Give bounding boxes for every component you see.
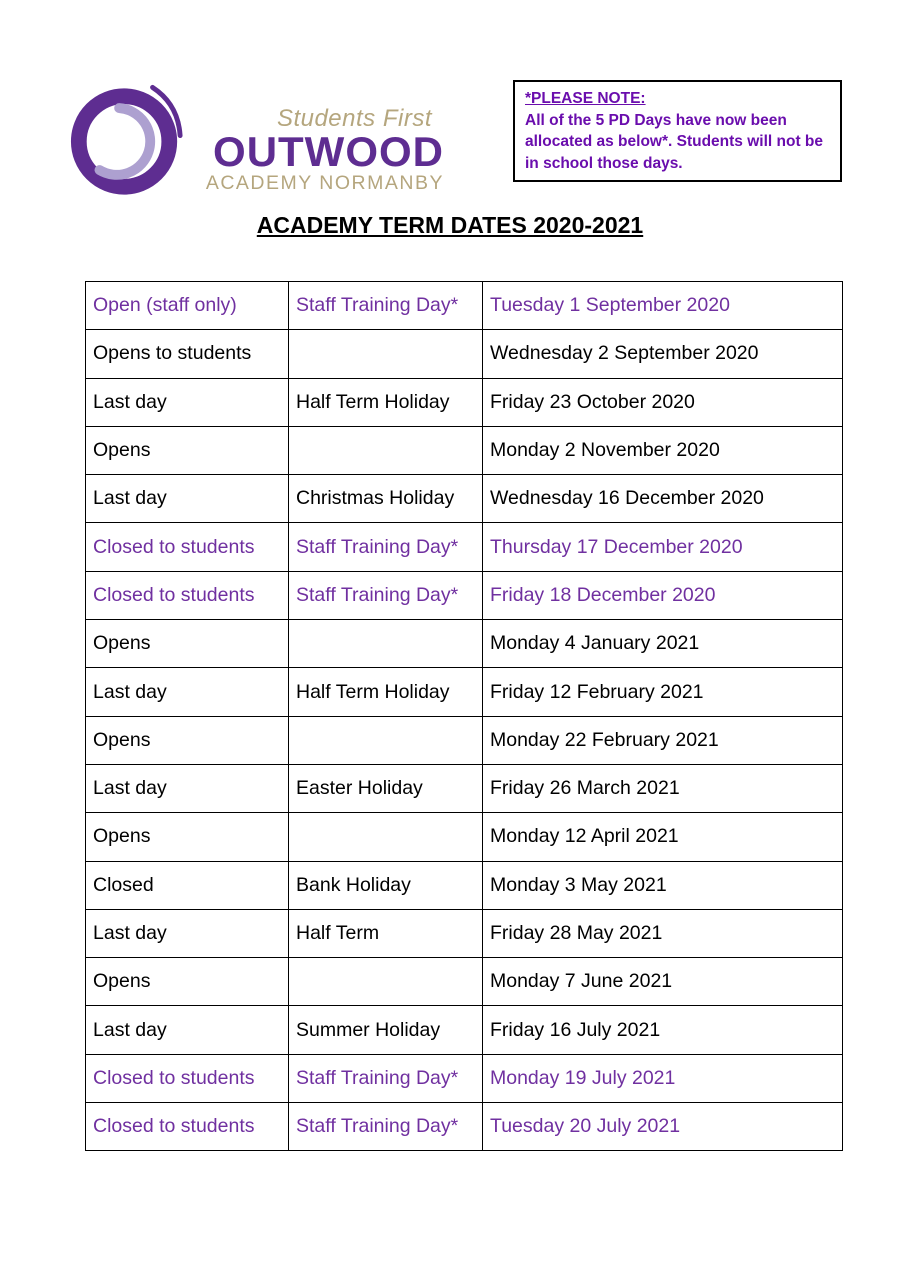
table-row <box>86 378 843 426</box>
table-row <box>86 716 843 764</box>
table-row <box>86 909 843 957</box>
cell-status: Open (staff only) <box>86 282 289 330</box>
cell-event <box>289 620 483 668</box>
cell-date: Wednesday 16 December 2020 <box>483 475 843 523</box>
swirl-logo-icon <box>68 84 186 197</box>
cell-status: Opens <box>86 958 289 1006</box>
logo-subtitle: ACADEMY NORMANBY <box>205 172 444 194</box>
cell-date: Monday 2 November 2020 <box>483 426 843 474</box>
cell-event <box>289 330 483 378</box>
cell-event: Summer Holiday <box>289 1006 483 1054</box>
table-row <box>86 282 843 330</box>
cell-date: Wednesday 2 September 2020 <box>483 330 843 378</box>
cell-status: Closed to students <box>86 523 289 571</box>
table-row <box>86 813 843 861</box>
note-body: All of the 5 PD Days have now been allocated as below*. Students will not be in school those days. <box>525 111 823 172</box>
logo-name: OUTWOOD <box>213 128 444 175</box>
cell-date: Friday 28 May 2021 <box>483 909 843 957</box>
cell-event: Staff Training Day* <box>289 282 483 330</box>
table-row <box>86 475 843 523</box>
cell-status: Last day <box>86 668 289 716</box>
cell-event: Christmas Holiday <box>289 475 483 523</box>
cell-status: Opens <box>86 426 289 474</box>
cell-status: Opens <box>86 813 289 861</box>
cell-event: Staff Training Day* <box>289 523 483 571</box>
cell-event: Staff Training Day* <box>289 571 483 619</box>
table-row <box>86 330 843 378</box>
cell-status: Last day <box>86 378 289 426</box>
table-row <box>86 958 843 1006</box>
please-note-box <box>513 80 842 182</box>
cell-status: Last day <box>86 764 289 812</box>
cell-date: Monday 19 July 2021 <box>483 1054 843 1102</box>
cell-date: Friday 12 February 2021 <box>483 668 843 716</box>
table-row <box>86 1103 843 1151</box>
cell-event <box>289 958 483 1006</box>
cell-event: Staff Training Day* <box>289 1054 483 1102</box>
cell-date: Tuesday 1 September 2020 <box>483 282 843 330</box>
cell-date: Friday 23 October 2020 <box>483 378 843 426</box>
table-row <box>86 764 843 812</box>
logo-tagline: Students First <box>276 105 432 132</box>
note-heading: *PLEASE NOTE: <box>525 90 646 107</box>
cell-date: Friday 16 July 2021 <box>483 1006 843 1054</box>
cell-event <box>289 813 483 861</box>
table-row <box>86 571 843 619</box>
term-dates-table <box>85 281 843 1151</box>
cell-event: Half Term Holiday <box>289 378 483 426</box>
table-row <box>86 523 843 571</box>
cell-event <box>289 716 483 764</box>
cell-event: Bank Holiday <box>289 861 483 909</box>
cell-date: Monday 7 June 2021 <box>483 958 843 1006</box>
cell-status: Closed to students <box>86 1054 289 1102</box>
cell-event: Easter Holiday <box>289 764 483 812</box>
cell-status: Opens <box>86 620 289 668</box>
cell-status: Closed to students <box>86 1103 289 1151</box>
cell-event: Half Term <box>289 909 483 957</box>
table-row <box>86 620 843 668</box>
cell-status: Closed <box>86 861 289 909</box>
cell-status: Opens to students <box>86 330 289 378</box>
cell-status: Opens <box>86 716 289 764</box>
cell-event: Half Term Holiday <box>289 668 483 716</box>
academy-logo <box>68 82 448 200</box>
cell-date: Monday 4 January 2021 <box>483 620 843 668</box>
cell-date: Tuesday 20 July 2021 <box>483 1103 843 1151</box>
table-row <box>86 861 843 909</box>
cell-date: Thursday 17 December 2020 <box>483 523 843 571</box>
cell-event <box>289 426 483 474</box>
table-row <box>86 1006 843 1054</box>
cell-status: Last day <box>86 475 289 523</box>
cell-date: Monday 22 February 2021 <box>483 716 843 764</box>
cell-status: Last day <box>86 1006 289 1054</box>
logo-text <box>194 106 444 194</box>
cell-event: Staff Training Day* <box>289 1103 483 1151</box>
cell-date: Monday 12 April 2021 <box>483 813 843 861</box>
cell-date: Friday 26 March 2021 <box>483 764 843 812</box>
page-title: ACADEMY TERM DATES 2020-2021 <box>256 212 644 238</box>
cell-date: Monday 3 May 2021 <box>483 861 843 909</box>
table-row <box>86 668 843 716</box>
cell-status: Closed to students <box>86 571 289 619</box>
cell-status: Last day <box>86 909 289 957</box>
table-row <box>86 426 843 474</box>
table-row <box>86 1054 843 1102</box>
cell-date: Friday 18 December 2020 <box>483 571 843 619</box>
